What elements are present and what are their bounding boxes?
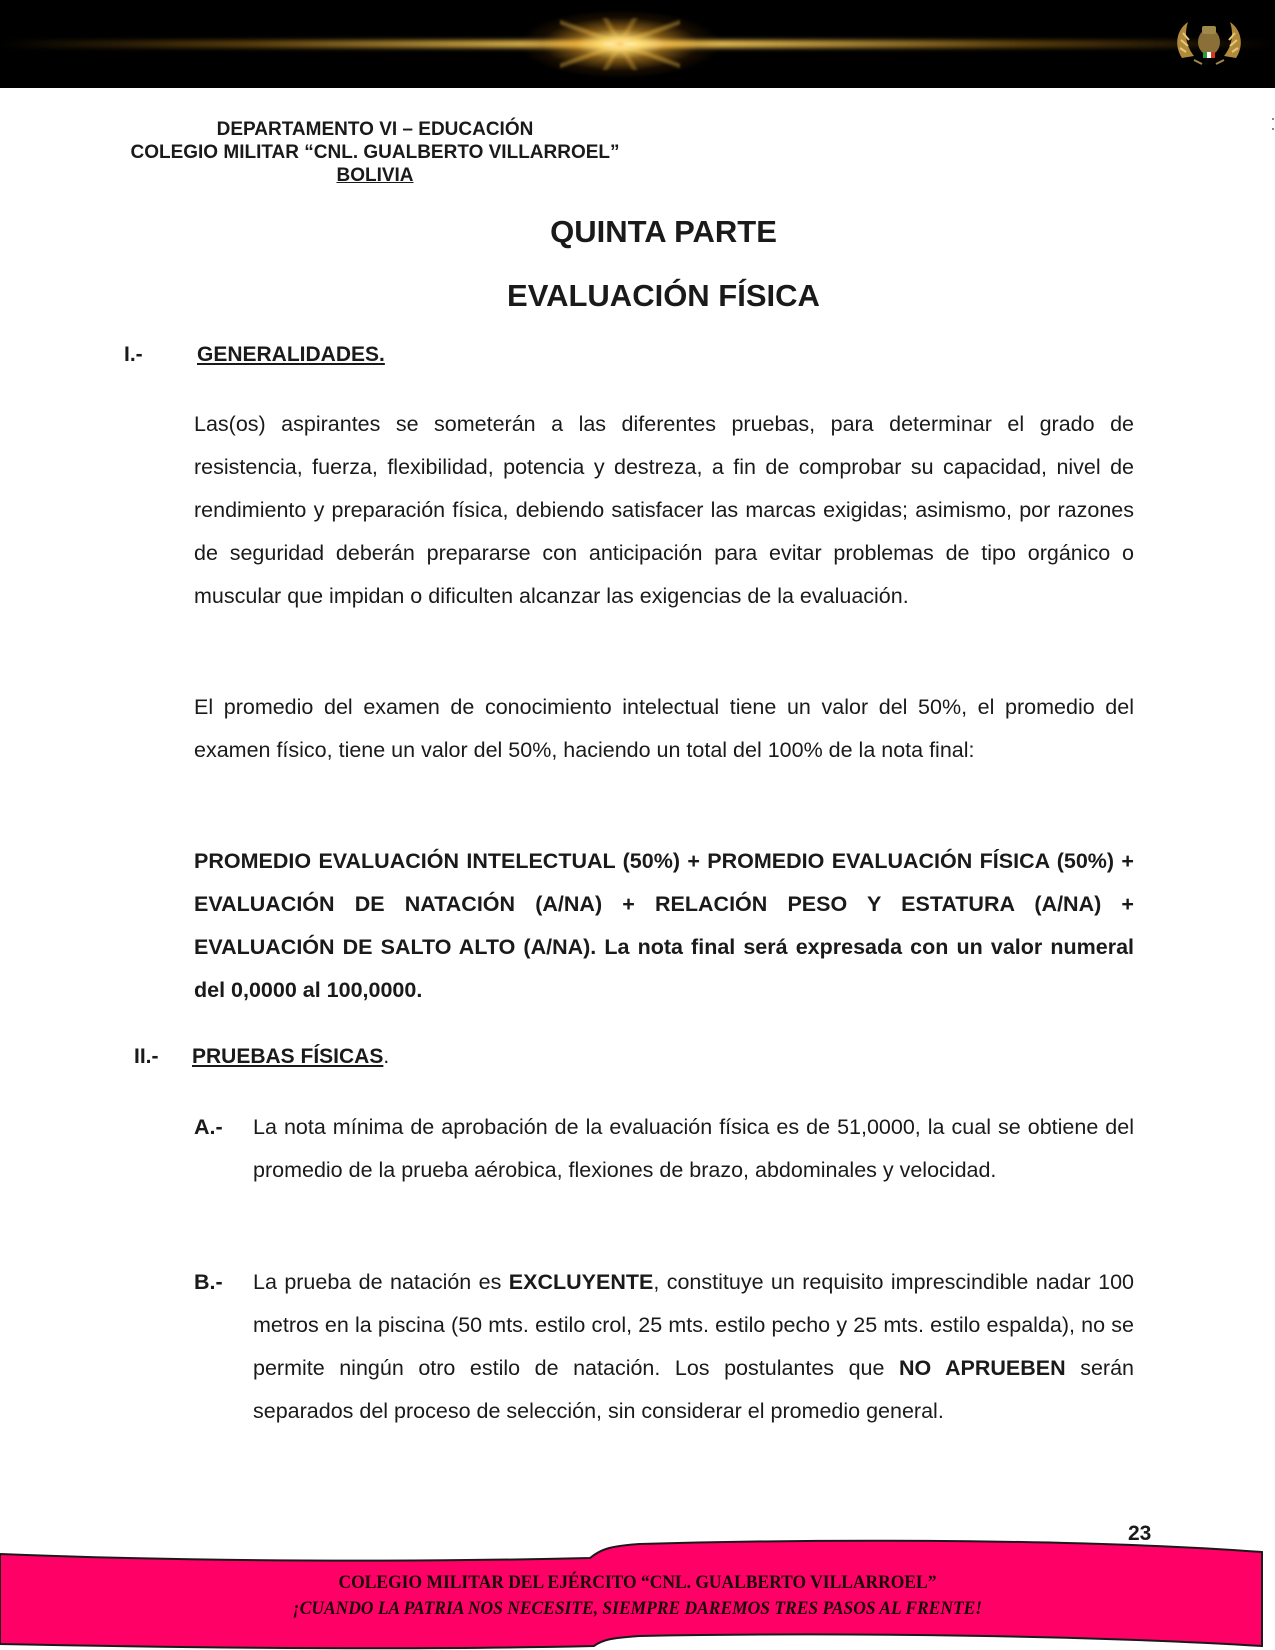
- header-band: [0, 0, 1275, 88]
- heading-period: .: [383, 1045, 390, 1068]
- section-heading: GENERALIDADES.: [197, 343, 385, 366]
- emphasis-excluyente: EXCLUYENTE: [508, 1270, 654, 1294]
- department-header: [120, 118, 630, 187]
- item-text-b-part: La prueba de natación es: [253, 1270, 509, 1294]
- footer-institution: COLEGIO MILITAR DEL EJÉRCITO “CNL. GUALBERTO VILLARROEL”: [338, 1572, 937, 1593]
- institution-name: COLEGIO MILITAR “CNL. GUALBERTO VILLARROEL”: [130, 142, 620, 163]
- item-text-b-part: , constituye un requisito imprescindible nadar 100 metros en la piscina (50 mts. estilo crol, 25 mts. estilo pecho y 25 mts. estilo espalda), no se permite ningún otro estilo de natación. Los postulantes que: [253, 1270, 1134, 1380]
- military-emblem-icon: [1172, 18, 1246, 68]
- country-name: BOLIVIA: [336, 165, 414, 186]
- subject-title: EVALUACIÓN FÍSICA: [507, 278, 820, 313]
- footer-motto: ¡CUANDO LA PATRIA NOS NECESITE, SIEMPRE DAREMOS TRES PASOS AL FRENTE!: [292, 1598, 983, 1619]
- item-text-a: La nota mínima de aprobación de la evaluación física es de 51,0000, la cual se obtiene del promedio de la prueba aérobica, flexiones de brazo, abdominales y velocidad.: [253, 1115, 1134, 1182]
- section-number: II.-: [134, 1045, 159, 1068]
- margin-mark: [1272, 128, 1274, 130]
- item-label-a: A.-: [194, 1115, 223, 1139]
- light-rays: [560, 18, 680, 70]
- margin-mark: [1272, 118, 1274, 120]
- paragraph-generalities: Las(os) aspirantes se someterán a las diferentes pruebas, para determinar el grado de resistencia, fuerza, flexibilidad, potencia y destreza, a fin de comprobar su capacidad, nivel de rendimiento y preparación física, debiendo satisfacer las marcas exigidas; asimismo, por razones de seguridad deberán prepararse con anticipación para evitar problemas de tipo orgánico o muscular que impidan o dificulten alcanzar las exigencias de la evaluación.: [194, 412, 1134, 608]
- item-text-b-part: serán separados del proceso de selección, sin considerar el promedio general.: [253, 1356, 1134, 1423]
- page-number: 23: [1128, 1522, 1152, 1545]
- item-label-b: B.-: [194, 1270, 223, 1294]
- item-text-b: [253, 1261, 1134, 1433]
- department-name: DEPARTAMENTO VI – EDUCACIÓN: [216, 119, 534, 140]
- paragraph-formula: PROMEDIO EVALUACIÓN INTELECTUAL (50%) + PROMEDIO EVALUACIÓN FÍSICA (50%) + EVALUACIÓN DE NATACIÓN (A/NA) + RELACIÓN PESO Y ESTATURA (A/NA) + EVALUACIÓN DE SALTO ALTO (A/NA). La nota final será expresada con un valor numeral del 0,0000 al 100,0000.: [194, 849, 1134, 1002]
- part-title: QUINTA PARTE: [550, 214, 777, 249]
- section-heading: PRUEBAS FÍSICAS: [192, 1045, 384, 1068]
- emphasis-no-aprueben: NO APRUEBEN: [899, 1356, 1066, 1380]
- section-heading-wrap: [192, 1045, 389, 1069]
- section-number: I.-: [124, 343, 143, 366]
- paragraph-weighting: El promedio del examen de conocimiento intelectual tiene un valor del 50%, el promedio del examen físico, tiene un valor del 50%, haciendo un total del 100% de la nota final:: [194, 695, 1134, 762]
